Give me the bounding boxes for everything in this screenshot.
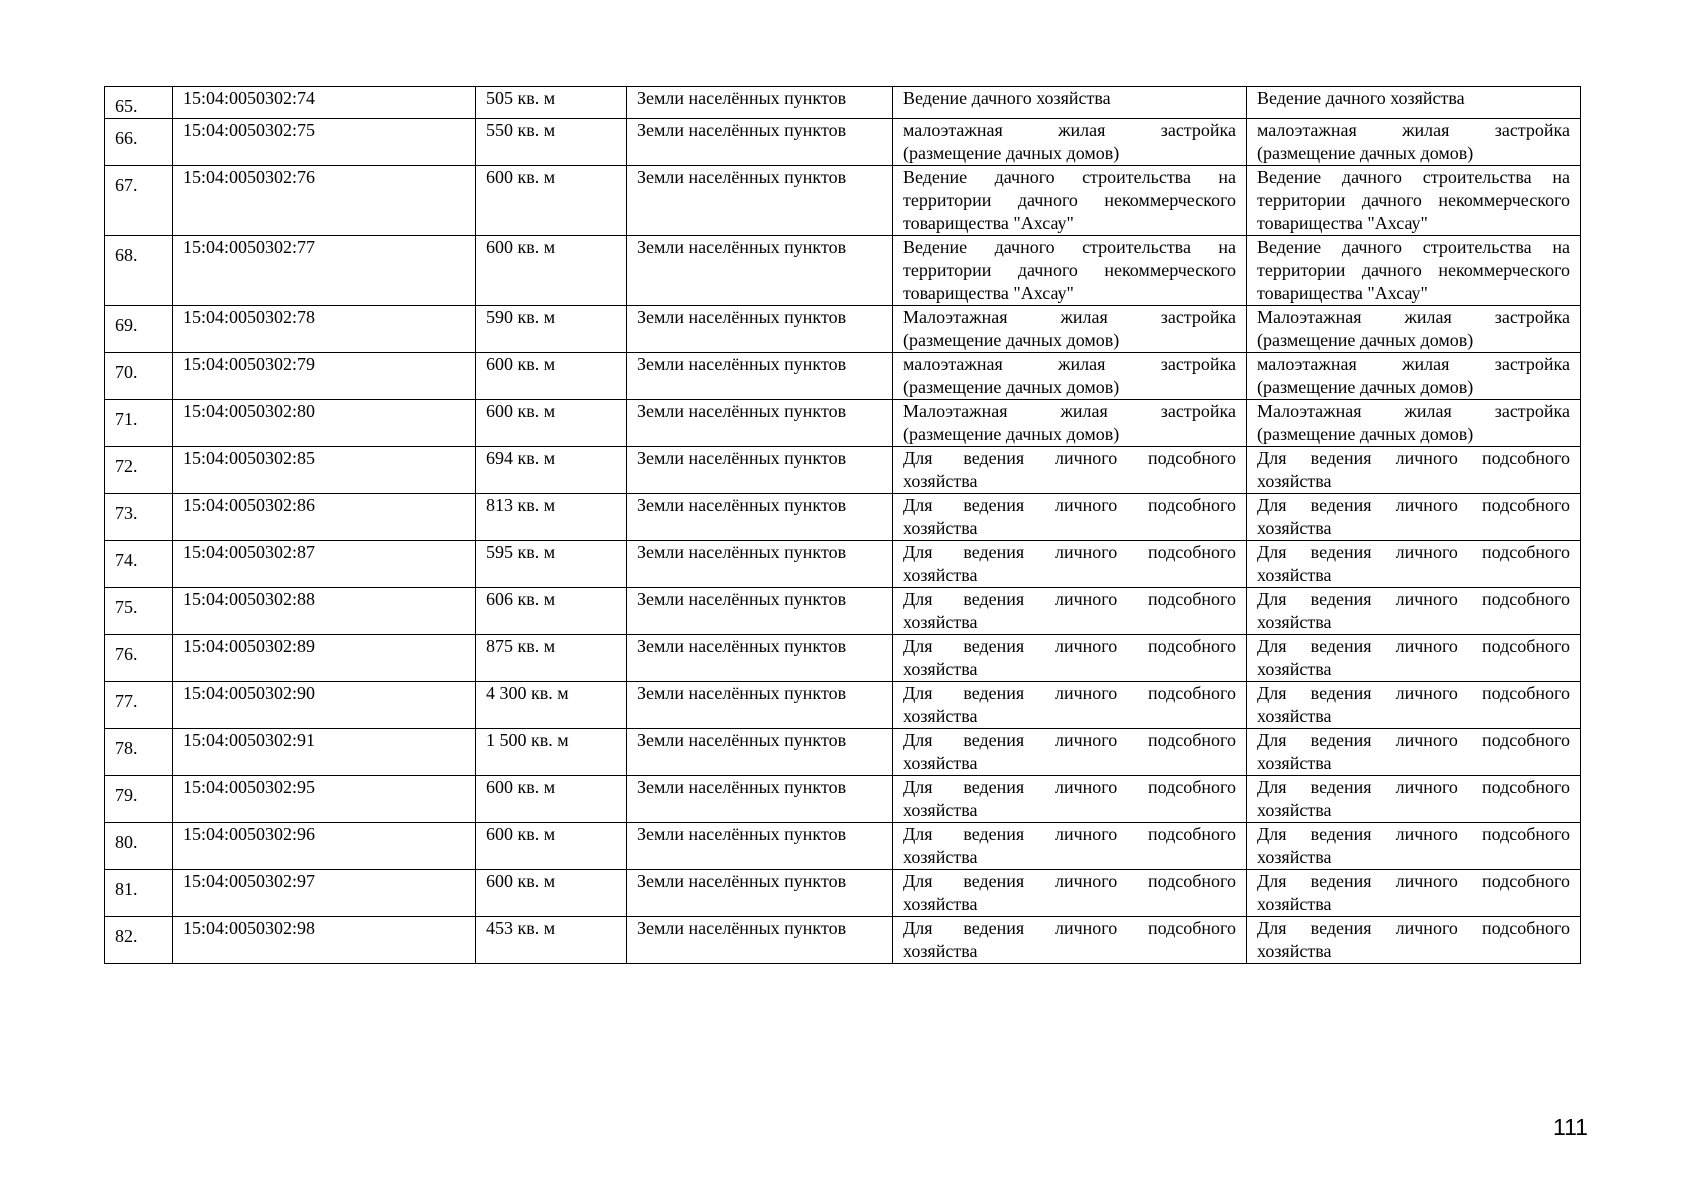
permitted-use-cell: Для ведения личного подсобного хозяйства bbox=[893, 870, 1247, 917]
row-number-cell: 72. bbox=[105, 447, 173, 494]
cadastral-number-cell: 15:04:0050302:90 bbox=[173, 682, 476, 729]
actual-use-cell: Для ведения личного подсобного хозяйства bbox=[1247, 776, 1581, 823]
plot-area-cell: 813 кв. м bbox=[476, 494, 627, 541]
table-row bbox=[105, 729, 1581, 776]
plot-area-cell: 4 300 кв. м bbox=[476, 682, 627, 729]
actual-use-cell: малоэтажная жилая застройка (размещение дачных домов) bbox=[1247, 353, 1581, 400]
table-row bbox=[105, 588, 1581, 635]
cadastral-number-cell: 15:04:0050302:77 bbox=[173, 236, 476, 306]
permitted-use-cell: Для ведения личного подсобного хозяйства bbox=[893, 494, 1247, 541]
table-row bbox=[105, 870, 1581, 917]
land-category-cell: Земли населённых пунктов bbox=[627, 823, 893, 870]
permitted-use-cell: Для ведения личного подсобного хозяйства bbox=[893, 682, 1247, 729]
table-row bbox=[105, 119, 1581, 166]
plot-area-cell: 600 кв. м bbox=[476, 400, 627, 447]
table-row bbox=[105, 682, 1581, 729]
row-number-cell: 74. bbox=[105, 541, 173, 588]
actual-use-cell: Малоэтажная жилая застройка (размещение дачных домов) bbox=[1247, 400, 1581, 447]
row-number-cell: 81. bbox=[105, 870, 173, 917]
plot-area-cell: 595 кв. м bbox=[476, 541, 627, 588]
actual-use-cell: Ведение дачного строительства на территории дачного некоммерческого товарищества "Ахсау" bbox=[1247, 236, 1581, 306]
page-number: 111 bbox=[1553, 1114, 1588, 1140]
land-category-cell: Земли населённых пунктов bbox=[627, 353, 893, 400]
land-category-cell: Земли населённых пунктов bbox=[627, 236, 893, 306]
actual-use-cell: Ведение дачного хозяйства bbox=[1247, 87, 1581, 119]
plot-area-cell: 600 кв. м bbox=[476, 236, 627, 306]
actual-use-cell: Малоэтажная жилая застройка (размещение дачных домов) bbox=[1247, 306, 1581, 353]
table-row bbox=[105, 306, 1581, 353]
actual-use-cell: Для ведения личного подсобного хозяйства bbox=[1247, 588, 1581, 635]
cadastral-number-cell: 15:04:0050302:89 bbox=[173, 635, 476, 682]
permitted-use-cell: Для ведения личного подсобного хозяйства bbox=[893, 447, 1247, 494]
actual-use-cell: Ведение дачного строительства на территории дачного некоммерческого товарищества "Ахсау" bbox=[1247, 166, 1581, 236]
cadastral-number-cell: 15:04:0050302:78 bbox=[173, 306, 476, 353]
table-row bbox=[105, 400, 1581, 447]
permitted-use-cell: Малоэтажная жилая застройка (размещение дачных домов) bbox=[893, 306, 1247, 353]
actual-use-cell: Для ведения личного подсобного хозяйства bbox=[1247, 729, 1581, 776]
actual-use-cell: Для ведения личного подсобного хозяйства bbox=[1247, 682, 1581, 729]
plot-area-cell: 505 кв. м bbox=[476, 87, 627, 119]
cadastral-number-cell: 15:04:0050302:87 bbox=[173, 541, 476, 588]
land-plots-table bbox=[104, 86, 1581, 964]
permitted-use-cell: Для ведения личного подсобного хозяйства bbox=[893, 729, 1247, 776]
table-row bbox=[105, 823, 1581, 870]
row-number-cell: 75. bbox=[105, 588, 173, 635]
permitted-use-cell: Ведение дачного строительства на территории дачного некоммерческого товарищества "Ахсау" bbox=[893, 166, 1247, 236]
cadastral-number-cell: 15:04:0050302:80 bbox=[173, 400, 476, 447]
land-category-cell: Земли населённых пунктов bbox=[627, 166, 893, 236]
row-number-cell: 66. bbox=[105, 119, 173, 166]
plot-area-cell: 600 кв. м bbox=[476, 353, 627, 400]
land-category-cell: Земли населённых пунктов bbox=[627, 588, 893, 635]
cadastral-number-cell: 15:04:0050302:79 bbox=[173, 353, 476, 400]
cadastral-number-cell: 15:04:0050302:96 bbox=[173, 823, 476, 870]
plot-area-cell: 694 кв. м bbox=[476, 447, 627, 494]
table-row bbox=[105, 447, 1581, 494]
row-number-cell: 78. bbox=[105, 729, 173, 776]
land-category-cell: Земли населённых пунктов bbox=[627, 447, 893, 494]
actual-use-cell: Для ведения личного подсобного хозяйства bbox=[1247, 541, 1581, 588]
cadastral-number-cell: 15:04:0050302:76 bbox=[173, 166, 476, 236]
actual-use-cell: Для ведения личного подсобного хозяйства bbox=[1247, 870, 1581, 917]
permitted-use-cell: малоэтажная жилая застройка (размещение дачных домов) bbox=[893, 119, 1247, 166]
permitted-use-cell: Для ведения личного подсобного хозяйства bbox=[893, 917, 1247, 964]
row-number-cell: 65. bbox=[105, 87, 173, 119]
row-number-cell: 67. bbox=[105, 166, 173, 236]
permitted-use-cell: Ведение дачного строительства на территории дачного некоммерческого товарищества "Ахсау" bbox=[893, 236, 1247, 306]
plot-area-cell: 1 500 кв. м bbox=[476, 729, 627, 776]
land-category-cell: Земли населённых пунктов bbox=[627, 917, 893, 964]
actual-use-cell: Для ведения личного подсобного хозяйства bbox=[1247, 917, 1581, 964]
actual-use-cell: малоэтажная жилая застройка (размещение дачных домов) bbox=[1247, 119, 1581, 166]
land-category-cell: Земли населённых пунктов bbox=[627, 729, 893, 776]
row-number-cell: 80. bbox=[105, 823, 173, 870]
row-number-cell: 68. bbox=[105, 236, 173, 306]
cadastral-number-cell: 15:04:0050302:74 bbox=[173, 87, 476, 119]
actual-use-cell: Для ведения личного подсобного хозяйства bbox=[1247, 635, 1581, 682]
permitted-use-cell: малоэтажная жилая застройка (размещение дачных домов) bbox=[893, 353, 1247, 400]
table-row bbox=[105, 236, 1581, 306]
cadastral-number-cell: 15:04:0050302:95 bbox=[173, 776, 476, 823]
actual-use-cell: Для ведения личного подсобного хозяйства bbox=[1247, 494, 1581, 541]
land-category-cell: Земли населённых пунктов bbox=[627, 119, 893, 166]
row-number-cell: 82. bbox=[105, 917, 173, 964]
table-row bbox=[105, 87, 1581, 119]
cadastral-number-cell: 15:04:0050302:97 bbox=[173, 870, 476, 917]
plot-area-cell: 606 кв. м bbox=[476, 588, 627, 635]
land-category-cell: Земли населённых пунктов bbox=[627, 400, 893, 447]
table-row bbox=[105, 166, 1581, 236]
land-category-cell: Земли населённых пунктов bbox=[627, 494, 893, 541]
cadastral-number-cell: 15:04:0050302:75 bbox=[173, 119, 476, 166]
permitted-use-cell: Ведение дачного хозяйства bbox=[893, 87, 1247, 119]
plot-area-cell: 590 кв. м bbox=[476, 306, 627, 353]
row-number-cell: 69. bbox=[105, 306, 173, 353]
table-row bbox=[105, 494, 1581, 541]
row-number-cell: 71. bbox=[105, 400, 173, 447]
plot-area-cell: 600 кв. м bbox=[476, 776, 627, 823]
table-body bbox=[105, 87, 1581, 964]
row-number-cell: 70. bbox=[105, 353, 173, 400]
actual-use-cell: Для ведения личного подсобного хозяйства bbox=[1247, 447, 1581, 494]
land-category-cell: Земли населённых пунктов bbox=[627, 87, 893, 119]
actual-use-cell: Для ведения личного подсобного хозяйства bbox=[1247, 823, 1581, 870]
table-row bbox=[105, 635, 1581, 682]
land-category-cell: Земли населённых пунктов bbox=[627, 776, 893, 823]
plot-area-cell: 453 кв. м bbox=[476, 917, 627, 964]
table-row bbox=[105, 541, 1581, 588]
plot-area-cell: 600 кв. м bbox=[476, 870, 627, 917]
permitted-use-cell: Для ведения личного подсобного хозяйства bbox=[893, 823, 1247, 870]
table-row bbox=[105, 917, 1581, 964]
permitted-use-cell: Для ведения личного подсобного хозяйства bbox=[893, 588, 1247, 635]
permitted-use-cell: Для ведения личного подсобного хозяйства bbox=[893, 541, 1247, 588]
plot-area-cell: 600 кв. м bbox=[476, 166, 627, 236]
table-row bbox=[105, 776, 1581, 823]
land-category-cell: Земли населённых пунктов bbox=[627, 306, 893, 353]
table-row bbox=[105, 353, 1581, 400]
plot-area-cell: 600 кв. м bbox=[476, 823, 627, 870]
cadastral-number-cell: 15:04:0050302:98 bbox=[173, 917, 476, 964]
plot-area-cell: 550 кв. м bbox=[476, 119, 627, 166]
land-category-cell: Земли населённых пунктов bbox=[627, 870, 893, 917]
cadastral-number-cell: 15:04:0050302:91 bbox=[173, 729, 476, 776]
cadastral-number-cell: 15:04:0050302:88 bbox=[173, 588, 476, 635]
plot-area-cell: 875 кв. м bbox=[476, 635, 627, 682]
land-category-cell: Земли населённых пунктов bbox=[627, 635, 893, 682]
cadastral-number-cell: 15:04:0050302:86 bbox=[173, 494, 476, 541]
row-number-cell: 73. bbox=[105, 494, 173, 541]
land-category-cell: Земли населённых пунктов bbox=[627, 541, 893, 588]
cadastral-number-cell: 15:04:0050302:85 bbox=[173, 447, 476, 494]
permitted-use-cell: Для ведения личного подсобного хозяйства bbox=[893, 776, 1247, 823]
row-number-cell: 79. bbox=[105, 776, 173, 823]
land-category-cell: Земли населённых пунктов bbox=[627, 682, 893, 729]
permitted-use-cell: Для ведения личного подсобного хозяйства bbox=[893, 635, 1247, 682]
row-number-cell: 76. bbox=[105, 635, 173, 682]
permitted-use-cell: Малоэтажная жилая застройка (размещение дачных домов) bbox=[893, 400, 1247, 447]
row-number-cell: 77. bbox=[105, 682, 173, 729]
